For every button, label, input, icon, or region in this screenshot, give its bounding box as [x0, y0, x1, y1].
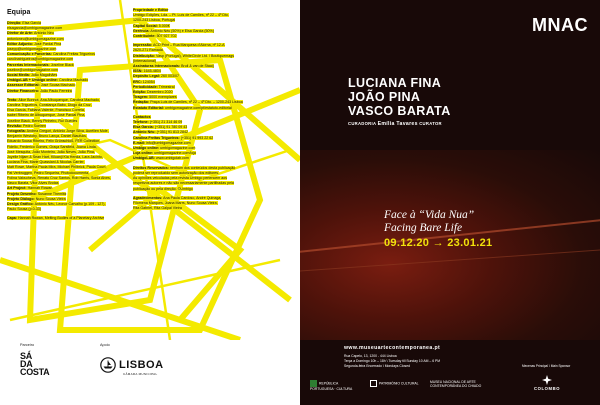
credit-row: Matt Rowe, Martha Paola Mira, Michael Philbrick, Paula Court,: [7, 165, 107, 170]
flag-icon: [310, 380, 317, 387]
credit-row: publicação ou pela direção. ©Umbigo: [133, 186, 193, 191]
exhibition-title: [384, 209, 474, 235]
lisboa-subtitle: CÂMARA MUNICIPAL: [123, 372, 158, 376]
partner-label: Parceiro: [20, 343, 35, 347]
ship-icon: [100, 357, 116, 373]
credit-row: Loja online: umbigomagazine.com/loja: [133, 151, 196, 156]
credit-row: Propriedade e Editor: [133, 8, 169, 12]
square-icon: [370, 380, 377, 387]
credit-row: António Néu: (+351) 91 813 2842: [133, 130, 189, 135]
lisboa-logo: [100, 357, 164, 373]
credit-row: joseline@umbigomagazine.com: [7, 67, 58, 72]
credit-row: Gerência: António Néu (50%) e Elsa Garcia (50%): [133, 28, 214, 33]
credit-row: Rita Gabriel, Rita Galpal Vieira: [133, 206, 182, 211]
credit-row: respetivos autores e não são necessariamente partilhadas pela: [133, 181, 234, 186]
lisboa-wordmark: LISBOA: [119, 359, 164, 371]
credit-row: ISSN: 1645-4804: [133, 69, 161, 74]
credit-row: Comunicação e Parcerias: Carolina Freitas Trigueiros: [7, 52, 96, 57]
credit-row: Paulo Sousa (p.0-33): [7, 207, 41, 212]
credit-row: Diretor de Arte: António Néu: [7, 31, 54, 36]
credit-row: Fotografia: Andrea Gregori, António Jorge Silva, Aurélien Mole,: [7, 129, 109, 134]
credit-row: As opiniões veiculadas pela revista Umbigo pertencem aos: [133, 176, 228, 181]
credits-column-right: [133, 8, 293, 211]
credit-row: Periodicidade: Trimestral: [133, 84, 175, 89]
credit-row: José Mesquita, João Monteiro, João Neves, João Pina,: [7, 149, 95, 154]
credit-row: UmbigoLAB: www.umbigolab.com: [133, 156, 189, 161]
artist-name: JOÃO PINA: [348, 90, 421, 104]
credit-row: 2620-271 Ramada: [133, 48, 163, 53]
museum-address: Rua Capelo, 13, 1200 - 444 Lisboa Terça a Domingo 10h – 18h \ Tuesday till Sunday 10 AM – 6 PM Segunda-feira Encerrado \ Mondays Closed: [344, 354, 441, 368]
credit-row: Projeto Diálogo: Nuno Sousa Vieira: [7, 196, 66, 201]
credit-row: Direção: Elsa Garcia: [7, 21, 41, 25]
credit-row: Projeto Desenho: Susanne Themlitz: [7, 191, 67, 196]
credits-title: Equipa: [7, 9, 31, 16]
exhibition-ad-page: [300, 0, 600, 405]
colombo-logo: COLOMBO: [534, 386, 560, 391]
credit-row: Edição: Dezembro 2020: [133, 90, 173, 95]
credit-row: Parcerias Internacionais: Joseline Black: [7, 62, 74, 67]
credit-row: poderá ser reproduzido sem autorização dos editores.: [133, 170, 220, 175]
credit-row: (Internacional): [133, 58, 156, 63]
credit-row: E-mail: info@umbigomagazine.com: [133, 140, 191, 145]
credit-row: Benjamin Westoby, Bruno Lança, Daniel Blaufuks,: [7, 134, 87, 139]
sponsor-label: Mecenas Principal \ Main Sponsor: [522, 364, 571, 368]
credit-row: Impressão: ACD Print – Rua Marquesa d'Alorna, nº 12-A: [133, 43, 225, 48]
credit-row: Umbigo online: umbigomagazine.com: [133, 146, 196, 151]
credit-row: Texto: Alice Bonnot, Ana Albuquerque, Carolina Machado,: [7, 97, 101, 102]
artist-list: [348, 76, 451, 118]
artist-name: VASCO BARATA: [348, 104, 451, 118]
credit-row: Polina Vaksoheva, Renato Cruz Santos, Rob Harris, Sonia Alves,: [7, 175, 111, 180]
credit-row: carolinatrigueiros@umbigomagazine.com: [7, 57, 74, 62]
credit-row: Joseline Black, Benny Pinheiro, Rui Guedes: [7, 118, 78, 123]
printing-block: [133, 43, 293, 111]
credit-row: Elsa Garcia, Fabiana Valente, Francisco Correia,: [7, 108, 85, 113]
credit-row: Pat Verbruggen, Pedro Sequeira, Photodocumenta,: [7, 170, 90, 175]
sa-da-costa-logo: SÁ DA COSTA: [20, 351, 50, 377]
museum-url[interactable]: www.museuartecontemporanea.pt: [344, 345, 441, 351]
credit-row: Carolina Freitas Trigueiros: (+351) 91 993 22 62: [133, 135, 214, 140]
credit-row: Assinaturas Internacionais: Bruil & van de Staaij: [133, 64, 214, 69]
credit-row: Agradecimentos: Ana Paula Cardoso, André Quinaga,: [133, 195, 222, 200]
credit-row: Telefone: (+351) 21 314 46 09: [133, 120, 183, 125]
credit-row: josepp@umbigomagazine.com: [7, 47, 57, 52]
credit-row: UmbigoLAB + Umbigo online: Carolina Machado: [7, 78, 89, 83]
mnac-logo: MNAC: [532, 15, 588, 35]
credit-row: Estatuto Editorial: umbigomagazine.com/pt/estatuto-editorial: [133, 105, 232, 110]
artist-name: LUCIANA FINA: [348, 76, 442, 90]
credit-row: Distribuição: Vasp (Portugal), WhiteCircle Ltd. / Boutiquemags: [133, 53, 235, 58]
credit-row: Art Project: Hannah Rowan: [7, 186, 53, 191]
curator-line: CURADORIA Emília Tavares CURATOR: [348, 121, 442, 127]
credit-row: Social Media: João Magalhães: [7, 73, 58, 78]
credit-row: Umbigo Edições, Lda. – Pt. Luís de Camões, nº 22 – 4º Dto.: [133, 13, 229, 18]
credit-row: Joyelle Nijam & Sean Hart, Kiluanji Kia Henda, Lara Jacinto,: [7, 155, 103, 160]
credit-row: Revisão: Pedro Soeiren: [7, 123, 46, 128]
credit-row: Elsa Garcia: (+351) 91 780 09 43: [133, 125, 188, 130]
title-portuguese: Face à “Vida Nua”: [384, 209, 475, 221]
artwork-background: [0, 0, 300, 340]
credit-row: Redação: Praça Luís de Camões, nº 22 – 4º Dto. – 1200-243 Lisboa: [133, 100, 243, 105]
republica-portuguesa-logo: REPÚBLICA PORTUGUESA · CULTURA: [310, 381, 353, 391]
credit-row: Eduardo Sousa Ribeiro, Felix Grünschloß, FER Collection,: [7, 139, 101, 144]
credit-row: 1200-243 Lisboa, Portugal: [133, 18, 176, 23]
credits-column-left: [7, 8, 131, 222]
credit-row: Carolina Trigueiros, Constança Babo, Diogo da Cruz,: [7, 103, 92, 108]
credit-row: Assessor Editorial: José Sousa Machado: [7, 83, 76, 88]
colombo-star-icon: [542, 375, 552, 385]
credit-row: ERC: 124054: [133, 79, 155, 84]
credit-row: Depósito Legal: 260 003/07: [133, 74, 179, 79]
cover-credit: Capa: Hannah Rowan, Melting Bodies of a Planetary Archive: [7, 216, 105, 221]
credit-row: Design Gráfico: António Néu, Leonor Carvalho (p.109 - 127),: [7, 201, 106, 206]
contacts-block: [133, 115, 293, 162]
credit-row: Isabel Ribeiro de Albuquerque, José Pardal Pina,: [7, 113, 86, 118]
exhibition-dates: 09.12.20 → 23.01.21: [384, 237, 493, 249]
contributors-list: [7, 98, 131, 212]
credit-row: Vasco Barata, Vitor Alves Brotas: [7, 181, 59, 186]
thanks-block: [133, 196, 293, 212]
credit-row: Capital Social: 5.000€: [133, 23, 170, 28]
credit-row: Tiragem: 5000 exemplares: [133, 95, 177, 100]
credit-row: Filomena Marques, Joana Marrs, Nuno Sousa Vieira,: [133, 200, 218, 205]
credit-row: Editor Adjunto: José Pardal Pina: [7, 41, 62, 46]
museu-nacional-logo: MUSEU NACIONAL DE ARTE CONTEMPORÂNEA DO CHIADO: [430, 380, 482, 388]
credit-row: antonioneu@umbigomagazine.com: [7, 36, 64, 41]
credit-row: Fidelio, Frederico Gomes, Graça Sarsfield, Joana Linda,: [7, 144, 97, 149]
credit-row: elsagarcia@umbigomagazine.com: [7, 26, 63, 31]
title-english: Facing Bare Life: [384, 222, 463, 234]
credit-row: Diretor Financeiro: João Paulo Ferreira: [7, 88, 72, 93]
credit-row: Luciana Fina, Marie Quassiani & Nicolas Carrier,: [7, 160, 85, 165]
publisher-block: [133, 8, 293, 39]
patrimonio-cultural-logo: PATRIMÓNIO CULTURAL: [370, 380, 422, 387]
support-label: Apoio: [100, 343, 110, 347]
credit-row: Contribuinte: 507 927 702: [133, 34, 177, 39]
team-list: [7, 21, 131, 94]
credit-row: Contactos: [133, 114, 151, 119]
rights-block: [133, 166, 293, 192]
credit-row: Direitos Reservados: nenhum dos conteúdos desta publicação: [133, 165, 236, 170]
